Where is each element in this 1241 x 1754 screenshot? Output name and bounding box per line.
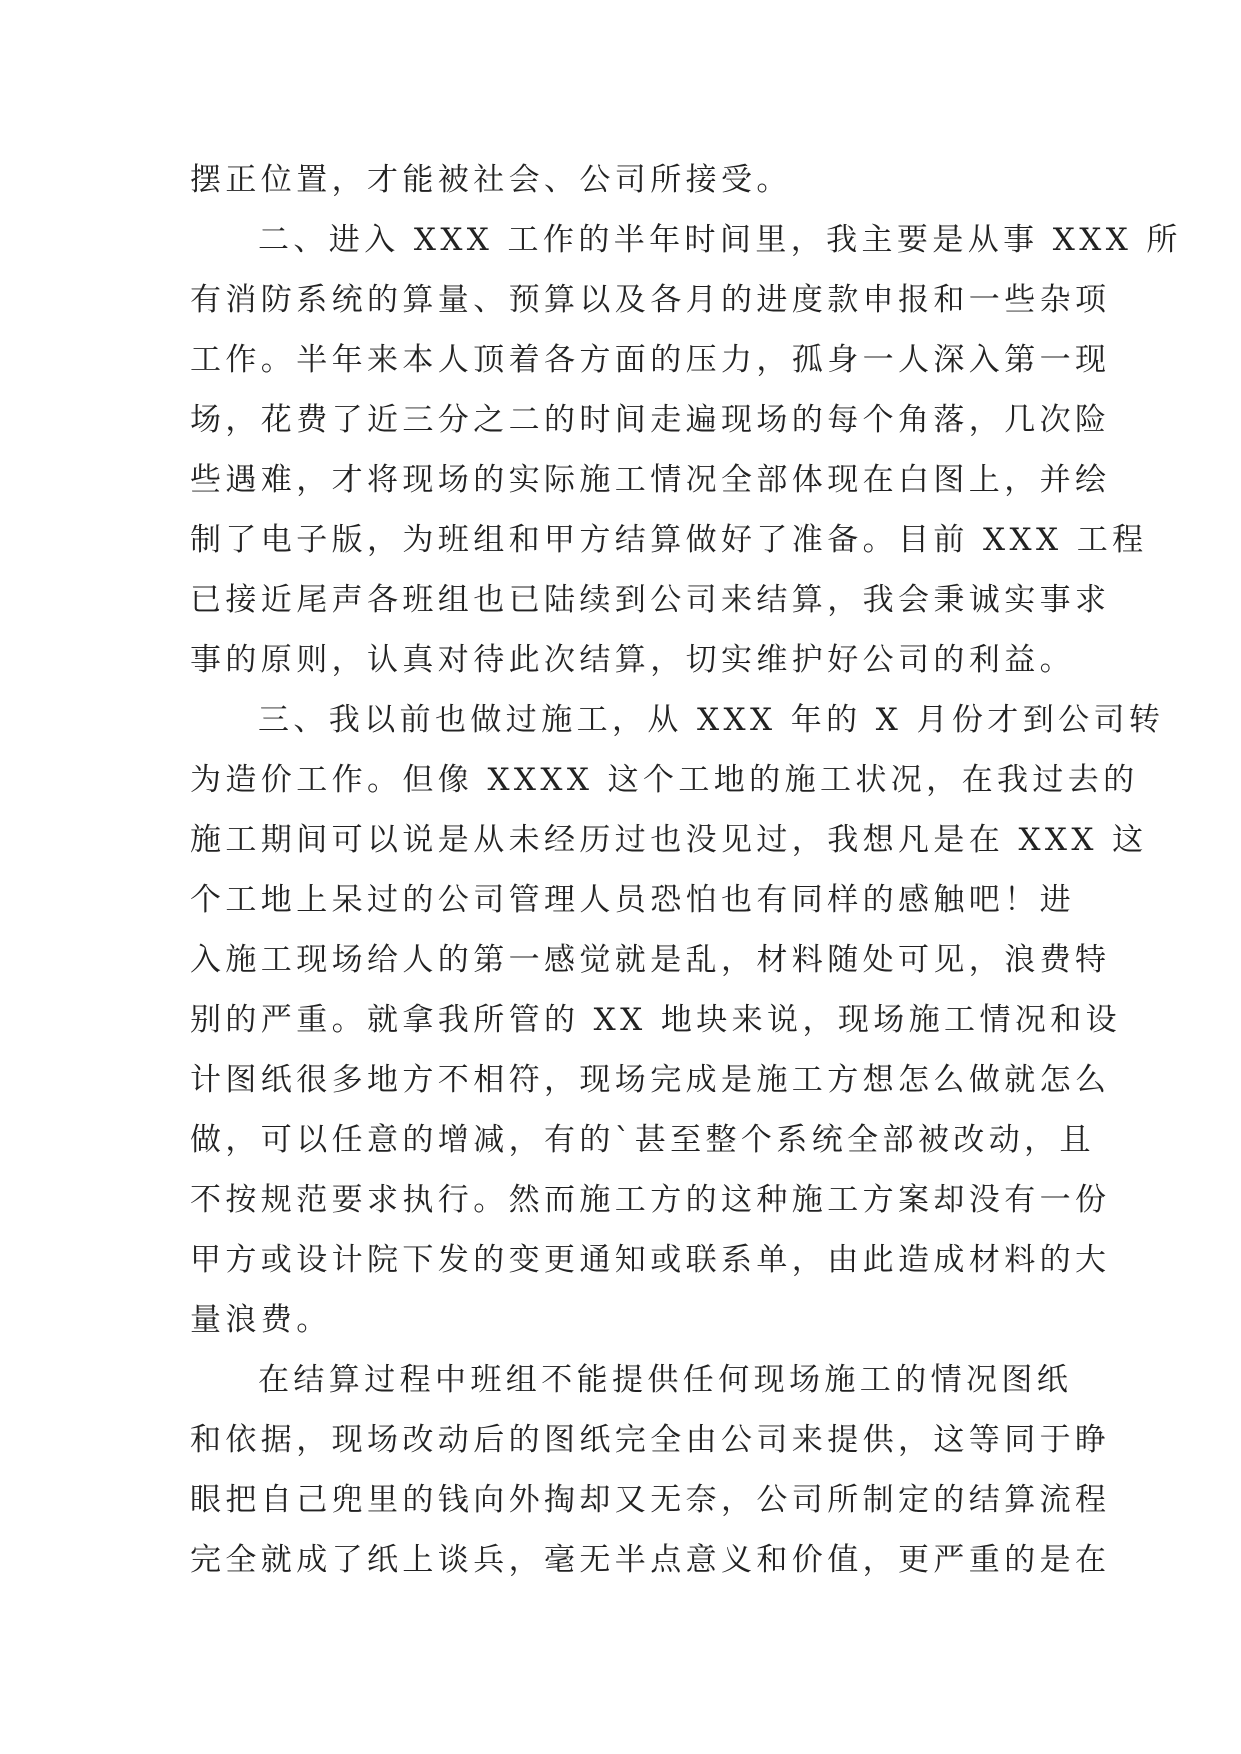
text-line: 眼把自己兜里的钱向外掏却又无奈，公司所制定的结算流程 xyxy=(190,1482,1111,1518)
text-line: 工作。半年来本人顶着各方面的压力，孤身一人深入第一现 xyxy=(190,342,1111,378)
paragraph-3-line: 三、我以前也做过施工，从 XXX 年的 X 月份才到公司转 xyxy=(258,702,1165,738)
text-line: 已接近尾声各班组也已陆续到公司来结算，我会秉诚实事求 xyxy=(190,582,1111,618)
text-line: 摆正位置，才能被社会、公司所接受。 xyxy=(190,162,792,198)
text-line: 个工地上呆过的公司管理人员恐怕也有同样的感触吧！进 xyxy=(190,882,1075,918)
paragraph-4-line: 在结算过程中班组不能提供任何现场施工的情况图纸 xyxy=(258,1362,1073,1398)
text-line: 施工期间可以说是从未经历过也没见过，我想凡是在 XXX 这 xyxy=(190,822,1148,858)
text-line: 些遇难，才将现场的实际施工情况全部体现在白图上，并绘 xyxy=(190,462,1111,498)
text-line: 计图纸很多地方不相符，现场完成是施工方想怎么做就怎么 xyxy=(190,1062,1111,1098)
text-line: 有消防系统的算量、预算以及各月的进度款申报和一些杂项 xyxy=(190,282,1111,318)
text-line: 做，可以任意的增减，有的`甚至整个系统全部被改动，且 xyxy=(190,1122,1095,1158)
paragraph-2-line: 二、进入 XXX 工作的半年时间里，我主要是从事 XXX 所 xyxy=(258,222,1182,258)
text-line: 事的原则，认真对待此次结算，切实维护好公司的利益。 xyxy=(190,642,1075,678)
text-line: 量浪费。 xyxy=(190,1302,332,1338)
text-line: 完全就成了纸上谈兵，毫无半点意义和价值，更严重的是在 xyxy=(190,1542,1111,1578)
text-line: 入施工现场给人的第一感觉就是乱，材料随处可见，浪费特 xyxy=(190,942,1111,978)
text-line: 别的严重。就拿我所管的 XX 地块来说，现场施工情况和设 xyxy=(190,1002,1122,1038)
text-line: 制了电子版，为班组和甲方结算做好了准备。目前 XXX 工程 xyxy=(190,522,1148,558)
text-line: 不按规范要求执行。然而施工方的这种施工方案却没有一份 xyxy=(190,1182,1111,1218)
text-line: 为造价工作。但像 XXXX 这个工地的施工状况，在我过去的 xyxy=(190,762,1139,798)
text-line: 甲方或设计院下发的变更通知或联系单，由此造成材料的大 xyxy=(190,1242,1111,1278)
text-line: 和依据，现场改动后的图纸完全由公司来提供，这等同于睁 xyxy=(190,1422,1111,1458)
text-line: 场，花费了近三分之二的时间走遍现场的每个角落，几次险 xyxy=(190,402,1111,438)
body-text xyxy=(190,150,1182,1590)
